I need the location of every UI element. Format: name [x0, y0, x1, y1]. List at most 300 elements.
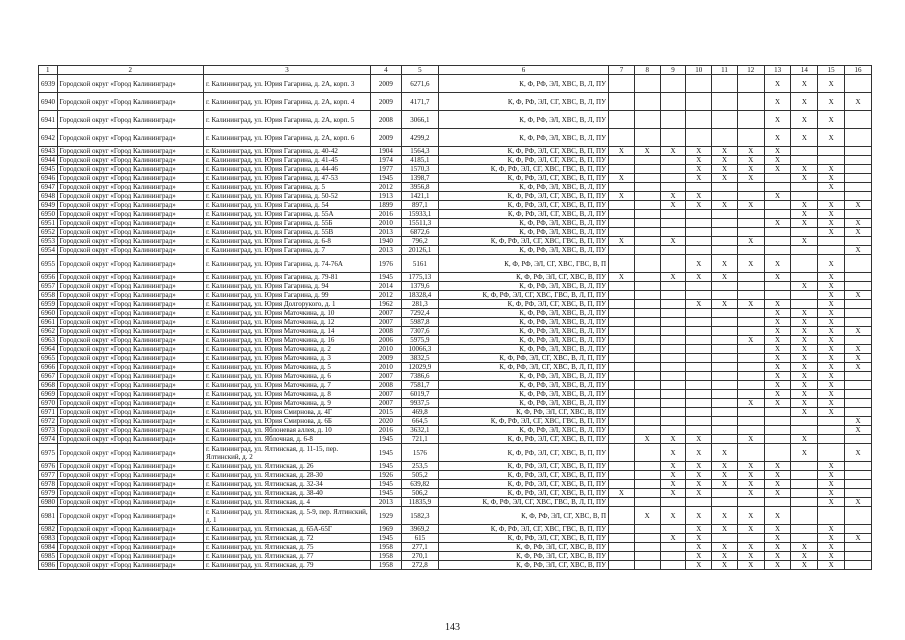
area-cell: 15933,1	[401, 210, 438, 219]
mark-cell	[791, 507, 818, 525]
mark-cell	[845, 543, 872, 552]
table-row	[39, 489, 872, 498]
mark-cell	[791, 147, 818, 156]
mark-cell: Х	[764, 156, 791, 165]
column-number-cell: 6	[438, 66, 608, 75]
year-cell: 1945	[370, 534, 401, 543]
table-row	[39, 300, 872, 309]
mark-cell	[737, 345, 764, 354]
mark-cell	[845, 399, 872, 408]
mark-cell	[634, 129, 660, 147]
mark-cell	[791, 183, 818, 192]
mark-cell: Х	[818, 300, 845, 309]
mark-cell	[737, 75, 764, 93]
area-cell: 6872,6	[401, 228, 438, 237]
mark-cell: Х	[818, 552, 845, 561]
systems-cell: К, Ф, РФ, ЭЛ, СГ, ХВС, В, П, ПУ	[438, 471, 608, 480]
mark-cell	[660, 75, 686, 93]
mark-cell	[791, 471, 818, 480]
year-cell: 2010	[370, 345, 401, 354]
mark-cell: Х	[818, 498, 845, 507]
mark-cell: Х	[845, 498, 872, 507]
municipality-cell: Городской округ «Город Калининград»	[57, 507, 203, 525]
mark-cell: Х	[737, 336, 764, 345]
area-cell: 3066,1	[401, 111, 438, 129]
column-number-cell: 11	[712, 66, 738, 75]
mark-cell: Х	[818, 75, 845, 93]
systems-cell: К, Ф, РФ, ЭЛ, СГ, ХВС, В, П, ПУ	[438, 156, 608, 165]
area-cell: 10066,3	[401, 345, 438, 354]
mark-cell: Х	[764, 534, 791, 543]
mark-cell	[712, 318, 738, 327]
row-number-cell: 6952	[39, 228, 58, 237]
address-cell: г. Калининград, ул. Юрия Маточкина, д. 2	[203, 345, 370, 354]
row-number-cell: 6960	[39, 309, 58, 318]
mark-cell	[686, 291, 712, 300]
mark-cell: Х	[764, 318, 791, 327]
table-row	[39, 444, 872, 462]
systems-cell: К, Ф, РФ, ЭЛ, ХВС, В, Л, ПУ	[438, 381, 608, 390]
address-cell: г. Калининград, ул. Юрия Смирнова, д. 6Б	[203, 417, 370, 426]
mark-cell	[686, 426, 712, 435]
table-row	[39, 543, 872, 552]
mark-cell: Х	[609, 147, 635, 156]
mark-cell	[791, 246, 818, 255]
mark-cell	[660, 408, 686, 417]
mark-cell	[818, 417, 845, 426]
mark-cell: Х	[686, 165, 712, 174]
mark-cell	[686, 345, 712, 354]
mark-cell: Х	[737, 489, 764, 498]
mark-cell: Х	[791, 345, 818, 354]
mark-cell: Х	[737, 543, 764, 552]
row-number-cell: 6982	[39, 525, 58, 534]
column-number-cell: 7	[609, 66, 635, 75]
row-number-cell: 6984	[39, 543, 58, 552]
column-number-cell: 14	[791, 66, 818, 75]
mark-cell: Х	[764, 336, 791, 345]
systems-cell: К, Ф, РФ, ЭЛ, СГ, ХВС, В, П, ПУ	[438, 435, 608, 444]
mark-cell	[609, 300, 635, 309]
mark-cell: Х	[764, 381, 791, 390]
mark-cell: Х	[737, 462, 764, 471]
address-cell: г. Калининград, ул. Юрия Гагарина, д. 55Б	[203, 219, 370, 228]
year-cell: 2010	[370, 363, 401, 372]
municipality-cell: Городской округ «Город Калининград»	[57, 435, 203, 444]
row-number-cell: 6951	[39, 219, 58, 228]
mark-cell: Х	[791, 327, 818, 336]
mark-cell: Х	[712, 201, 738, 210]
mark-cell: Х	[818, 408, 845, 417]
area-cell: 272,8	[401, 561, 438, 570]
mark-cell: Х	[818, 183, 845, 192]
mark-cell: Х	[764, 300, 791, 309]
mark-cell: Х	[818, 228, 845, 237]
mark-cell	[737, 228, 764, 237]
column-number-cell: 10	[686, 66, 712, 75]
mark-cell	[609, 480, 635, 489]
address-cell: г. Калининград, ул. Юрия Маточкина, д. 5	[203, 363, 370, 372]
systems-cell: К, Ф, РФ, ЭЛ, СГ, ХВС, В, П, ПУ	[438, 174, 608, 183]
mark-cell: Х	[791, 174, 818, 183]
year-cell: 1945	[370, 462, 401, 471]
municipality-cell: Городской округ «Город Калининград»	[57, 363, 203, 372]
municipality-cell: Городской округ «Город Калининград»	[57, 183, 203, 192]
year-cell: 2007	[370, 372, 401, 381]
address-cell: г. Калининград, ул. Юрия Гагарина, д. 50-52	[203, 192, 370, 201]
mark-cell	[609, 336, 635, 345]
mark-cell: Х	[712, 174, 738, 183]
mark-cell: Х	[764, 165, 791, 174]
municipality-cell: Городской округ «Город Калининград»	[57, 156, 203, 165]
systems-cell: К, Ф, РФ, ЭЛ, ХВС, В, Л, ПУ	[438, 426, 608, 435]
mark-cell: Х	[818, 93, 845, 111]
mark-cell: Х	[737, 471, 764, 480]
municipality-cell: Городской округ «Город Калининград»	[57, 255, 203, 273]
address-cell: г. Калининград, ул. Юрия Гагарина, д. 2А, корп. 4	[203, 93, 370, 111]
mark-cell: Х	[818, 165, 845, 174]
area-cell: 1775,13	[401, 273, 438, 282]
mark-cell: Х	[737, 237, 764, 246]
mark-cell	[764, 417, 791, 426]
mark-cell: Х	[609, 237, 635, 246]
mark-cell: Х	[845, 363, 872, 372]
mark-cell	[609, 255, 635, 273]
municipality-cell: Городской округ «Город Калининград»	[57, 228, 203, 237]
area-cell: 9937,5	[401, 399, 438, 408]
mark-cell: Х	[764, 327, 791, 336]
mark-cell	[634, 543, 660, 552]
mark-cell	[634, 165, 660, 174]
row-number-cell: 6985	[39, 552, 58, 561]
row-number-cell: 6963	[39, 336, 58, 345]
mark-cell: Х	[791, 210, 818, 219]
address-cell: г. Калининград, ул. Юрия Гагарина, д. 74-76А	[203, 255, 370, 273]
mark-cell	[737, 318, 764, 327]
row-number-cell: 6966	[39, 363, 58, 372]
mark-cell	[845, 390, 872, 399]
mark-cell	[609, 435, 635, 444]
mark-cell: Х	[818, 273, 845, 282]
mark-cell: Х	[737, 165, 764, 174]
mark-cell: Х	[791, 399, 818, 408]
mark-cell: Х	[791, 111, 818, 129]
mark-cell: Х	[660, 534, 686, 543]
mark-cell: Х	[845, 93, 872, 111]
mark-cell: Х	[686, 435, 712, 444]
mark-cell: Х	[712, 561, 738, 570]
mark-cell	[791, 291, 818, 300]
mark-cell	[791, 426, 818, 435]
table-row	[39, 480, 872, 489]
mark-cell: Х	[712, 156, 738, 165]
year-cell: 2009	[370, 75, 401, 93]
area-cell: 796,2	[401, 237, 438, 246]
year-cell: 1945	[370, 174, 401, 183]
mark-cell: Х	[791, 435, 818, 444]
municipality-cell: Городской округ «Город Калининград»	[57, 147, 203, 156]
mark-cell: Х	[712, 471, 738, 480]
mark-cell	[712, 228, 738, 237]
municipality-cell: Городской округ «Город Калининград»	[57, 444, 203, 462]
mark-cell	[634, 345, 660, 354]
mark-cell	[609, 444, 635, 462]
row-number-cell: 6956	[39, 273, 58, 282]
year-cell: 2016	[370, 210, 401, 219]
mark-cell: Х	[845, 219, 872, 228]
row-number-cell: 6944	[39, 156, 58, 165]
mark-cell	[609, 507, 635, 525]
mark-cell: Х	[686, 147, 712, 156]
mark-cell	[609, 381, 635, 390]
systems-cell: К, Ф, РФ, ЭЛ, СГ, ХВС, В, ПУ	[438, 273, 608, 282]
area-cell: 664,5	[401, 417, 438, 426]
mark-cell	[791, 156, 818, 165]
column-number-cell: 9	[660, 66, 686, 75]
table-row	[39, 147, 872, 156]
address-cell: г. Калининград, ул. Юрия Гагарина, д. 54	[203, 201, 370, 210]
column-number-row	[39, 66, 872, 75]
mark-cell	[712, 111, 738, 129]
table-row	[39, 246, 872, 255]
area-cell: 6271,6	[401, 75, 438, 93]
mark-cell	[845, 408, 872, 417]
systems-cell: К, Ф, РФ, ЭЛ, СГ, ХВС, ГВС, В, П, ПУ	[438, 525, 608, 534]
table-row	[39, 93, 872, 111]
mark-cell	[737, 498, 764, 507]
row-number-cell: 6967	[39, 372, 58, 381]
year-cell: 1940	[370, 237, 401, 246]
mark-cell	[791, 255, 818, 273]
mark-cell: Х	[737, 435, 764, 444]
mark-cell	[634, 480, 660, 489]
row-number-cell: 6970	[39, 399, 58, 408]
mark-cell	[737, 408, 764, 417]
mark-cell	[791, 300, 818, 309]
area-cell: 3956,8	[401, 183, 438, 192]
systems-cell: К, Ф, РФ, ЭЛ, СГ, ХВС, ГВС, В, П	[438, 255, 608, 273]
mark-cell	[686, 183, 712, 192]
mark-cell: Х	[764, 552, 791, 561]
municipality-cell: Городской округ «Город Калининград»	[57, 525, 203, 534]
mark-cell	[686, 219, 712, 228]
area-cell: 1582,3	[401, 507, 438, 525]
address-cell: г. Калининград, ул. Юрия Гагарина, д. 79-81	[203, 273, 370, 282]
mark-cell	[686, 111, 712, 129]
mark-cell	[634, 471, 660, 480]
table-row	[39, 237, 872, 246]
municipality-cell: Городской округ «Город Калининград»	[57, 210, 203, 219]
mark-cell	[712, 426, 738, 435]
mark-cell	[791, 417, 818, 426]
address-cell: г. Калининград, ул. Ялтинская, д. 79	[203, 561, 370, 570]
systems-cell: К, Ф, РФ, ЭЛ, ХВС, В, Л, ПУ	[438, 309, 608, 318]
systems-cell: К, Ф, РФ, ЭЛ, СГ, ХВС, ГВС, В, Л, П, ПУ	[438, 291, 608, 300]
year-cell: 1926	[370, 471, 401, 480]
mark-cell	[686, 318, 712, 327]
mark-cell	[634, 309, 660, 318]
systems-cell: К, Ф, РФ, ЭЛ, СГ, ХВС, В, П, ПУ	[438, 480, 608, 489]
area-cell: 505,2	[401, 471, 438, 480]
address-cell: г. Калининград, ул. Ялтинская, д. 75	[203, 543, 370, 552]
mark-cell: Х	[791, 237, 818, 246]
mark-cell	[609, 183, 635, 192]
mark-cell: Х	[609, 273, 635, 282]
mark-cell	[634, 336, 660, 345]
mark-cell	[737, 417, 764, 426]
mark-cell	[660, 345, 686, 354]
mark-cell: Х	[791, 408, 818, 417]
area-cell: 270,1	[401, 552, 438, 561]
mark-cell	[634, 489, 660, 498]
mark-cell	[660, 210, 686, 219]
mark-cell	[737, 219, 764, 228]
area-cell: 615	[401, 534, 438, 543]
area-cell: 281,3	[401, 300, 438, 309]
mark-cell: Х	[764, 561, 791, 570]
row-number-cell: 6968	[39, 381, 58, 390]
address-cell: г. Калининград, ул. Ялтинская, д. 77	[203, 552, 370, 561]
mark-cell: Х	[712, 147, 738, 156]
table-row	[39, 336, 872, 345]
mark-cell	[686, 93, 712, 111]
mark-cell	[845, 147, 872, 156]
area-cell: 639,82	[401, 480, 438, 489]
mark-cell: Х	[818, 219, 845, 228]
mark-cell	[660, 246, 686, 255]
mark-cell	[712, 183, 738, 192]
address-cell: г. Калининград, ул. Юрия Гагарина, д. 2А, корп. 3	[203, 75, 370, 93]
address-cell: г. Калининград, ул. Ялтинская, д. 11-15, пер. Ялтинский, д. 2	[203, 444, 370, 462]
mark-cell	[660, 93, 686, 111]
row-number-cell: 6945	[39, 165, 58, 174]
mark-cell	[764, 210, 791, 219]
systems-cell: К, Ф, РФ, ЭЛ, СГ, ХВС, В, П, ПУ	[438, 444, 608, 462]
mark-cell	[818, 192, 845, 201]
municipality-cell: Городской округ «Город Калининград»	[57, 489, 203, 498]
area-cell: 4299,2	[401, 129, 438, 147]
row-number-cell: 6972	[39, 417, 58, 426]
address-cell: г. Калининград, ул. Яблочная, д. 6-8	[203, 435, 370, 444]
mark-cell: Х	[660, 507, 686, 525]
mark-cell: Х	[737, 525, 764, 534]
mark-cell	[845, 552, 872, 561]
mark-cell	[712, 363, 738, 372]
mark-cell: Х	[818, 210, 845, 219]
municipality-cell: Городской округ «Город Калининград»	[57, 309, 203, 318]
mark-cell	[845, 183, 872, 192]
mark-cell	[660, 498, 686, 507]
mark-cell	[686, 390, 712, 399]
mark-cell: Х	[764, 543, 791, 552]
mark-cell	[737, 534, 764, 543]
mark-cell	[764, 291, 791, 300]
mark-cell: Х	[686, 480, 712, 489]
mark-cell	[737, 111, 764, 129]
mark-cell: Х	[686, 507, 712, 525]
systems-cell: К, Ф, РФ, ЭЛ, СГ, ХВС, В, П, ПУ	[438, 192, 608, 201]
mark-cell	[791, 489, 818, 498]
area-cell: 3832,5	[401, 354, 438, 363]
mark-cell	[609, 525, 635, 534]
mark-cell	[764, 228, 791, 237]
mark-cell: Х	[686, 201, 712, 210]
column-number-cell: 8	[634, 66, 660, 75]
table-row	[39, 561, 872, 570]
municipality-cell: Городской округ «Город Калининград»	[57, 390, 203, 399]
area-cell: 3969,2	[401, 525, 438, 534]
mark-cell	[712, 345, 738, 354]
mark-cell	[634, 219, 660, 228]
year-cell: 2009	[370, 93, 401, 111]
mark-cell	[609, 93, 635, 111]
address-cell: г. Калининград, ул. Ялтинская, д. 65А-65Г	[203, 525, 370, 534]
mark-cell	[634, 327, 660, 336]
row-number-cell: 6941	[39, 111, 58, 129]
mark-cell: Х	[660, 192, 686, 201]
municipality-cell: Городской округ «Город Калининград»	[57, 165, 203, 174]
mark-cell	[609, 246, 635, 255]
mark-cell	[791, 480, 818, 489]
column-number-cell: 1	[39, 66, 58, 75]
table-row	[39, 417, 872, 426]
mark-cell: Х	[818, 399, 845, 408]
year-cell: 2007	[370, 399, 401, 408]
municipality-cell: Городской округ «Город Калининград»	[57, 129, 203, 147]
mark-cell	[609, 471, 635, 480]
mark-cell	[634, 255, 660, 273]
mark-cell	[737, 183, 764, 192]
mark-cell	[660, 174, 686, 183]
mark-cell	[660, 390, 686, 399]
municipality-cell: Городской округ «Город Калининград»	[57, 399, 203, 408]
mark-cell: Х	[791, 219, 818, 228]
mark-cell: Х	[660, 147, 686, 156]
address-cell: г. Калининград, ул. Ялтинская, д. 5-9, пер. Ялтинский, д. 1	[203, 507, 370, 525]
year-cell: 2013	[370, 498, 401, 507]
mark-cell: Х	[764, 93, 791, 111]
area-cell: 11835,9	[401, 498, 438, 507]
mark-cell: Х	[791, 309, 818, 318]
mark-cell	[845, 156, 872, 165]
mark-cell: Х	[660, 435, 686, 444]
mark-cell: Х	[634, 147, 660, 156]
row-number-cell: 6976	[39, 462, 58, 471]
address-cell: г. Калининград, ул. Юрия Гагарина, д. 44-46	[203, 165, 370, 174]
mark-cell: Х	[764, 354, 791, 363]
mark-cell	[686, 246, 712, 255]
mark-cell	[845, 480, 872, 489]
row-number-cell: 6959	[39, 300, 58, 309]
mark-cell	[660, 561, 686, 570]
mark-cell: Х	[845, 426, 872, 435]
mark-cell	[660, 165, 686, 174]
mark-cell	[764, 282, 791, 291]
address-cell: г. Калининград, ул. Ялтинская, д. 4	[203, 498, 370, 507]
mark-cell	[737, 390, 764, 399]
mark-cell	[712, 192, 738, 201]
mark-cell	[660, 300, 686, 309]
mark-cell	[609, 354, 635, 363]
address-cell: г. Калининград, ул. Юрия Гагарина, д. 99	[203, 291, 370, 300]
mark-cell: Х	[818, 174, 845, 183]
table-row	[39, 408, 872, 417]
mark-cell	[712, 75, 738, 93]
row-number-cell: 6979	[39, 489, 58, 498]
mark-cell	[686, 282, 712, 291]
area-cell: 1570,3	[401, 165, 438, 174]
mark-cell: Х	[845, 345, 872, 354]
